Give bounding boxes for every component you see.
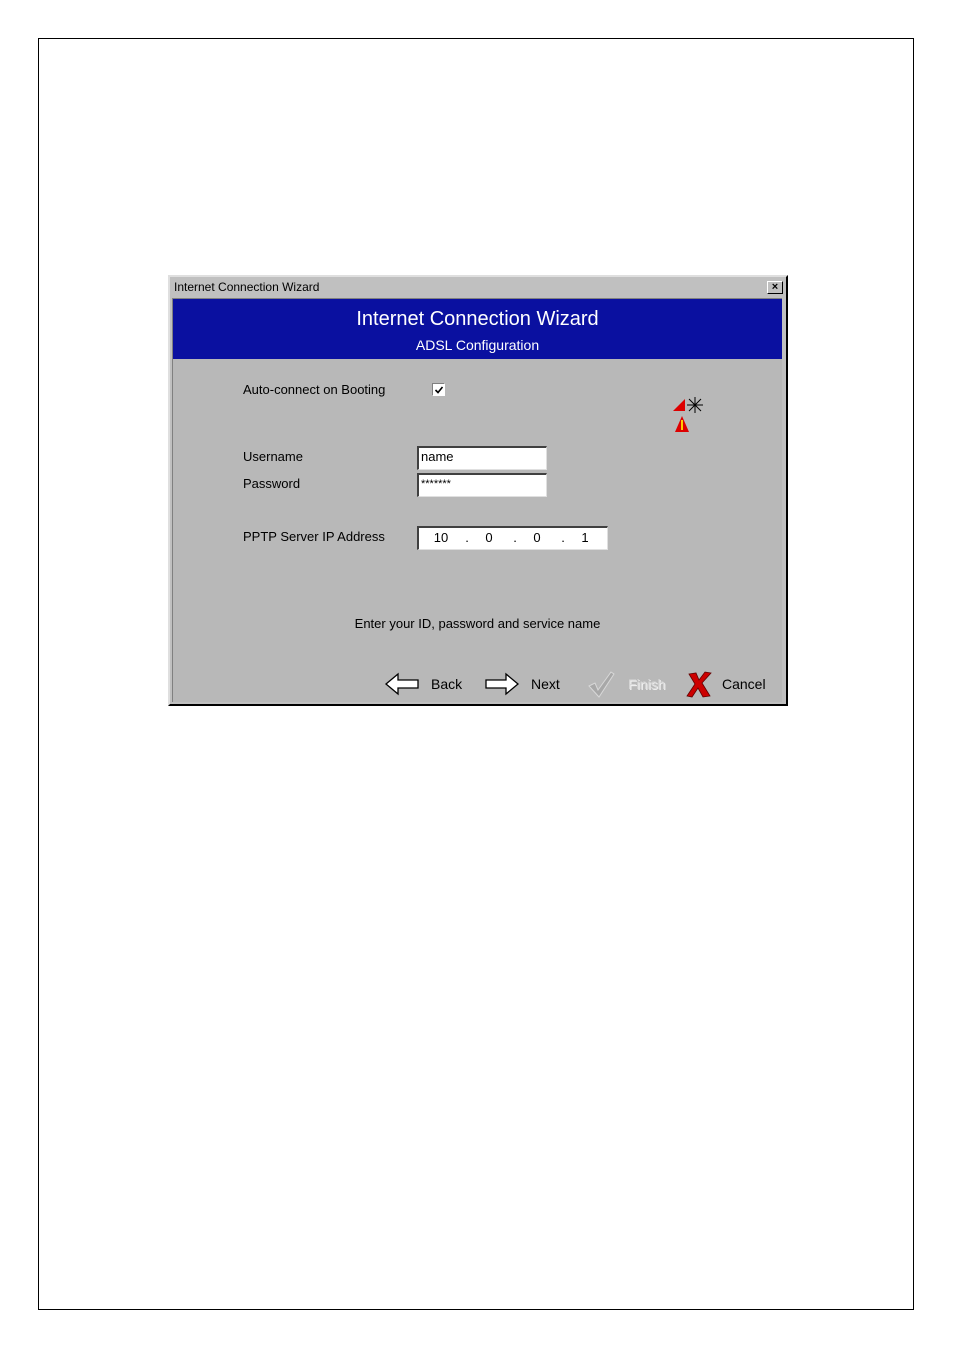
wizard-client-area [172, 298, 782, 702]
back-button[interactable] [384, 669, 468, 699]
arrow-right-icon [484, 669, 520, 699]
next-button[interactable] [484, 669, 568, 699]
wizard-banner [173, 299, 782, 359]
pptp-server-label: PPTP Server IP Address [243, 529, 385, 544]
auto-connect-checkbox[interactable] [432, 383, 445, 396]
checkmark-large-icon [586, 669, 616, 699]
arrow-left-icon [384, 669, 420, 699]
close-button[interactable] [767, 281, 783, 294]
username-input[interactable]: name [417, 446, 547, 470]
pptp-ip-input[interactable] [417, 526, 608, 550]
window-title: Internet Connection Wizard [174, 280, 320, 294]
banner-subtitle: ADSL Configuration [415, 337, 540, 353]
ip-dot-1: . [465, 530, 469, 545]
hint-text: Enter your ID, password and service name [354, 616, 601, 631]
ip-octet-3[interactable]: 0 [533, 530, 541, 545]
finish-button[interactable] [586, 669, 670, 699]
cancel-x-icon [685, 669, 713, 699]
wizard-icon [671, 394, 709, 440]
checkmark-icon [434, 385, 444, 395]
ip-octet-1[interactable]: 10 [433, 530, 449, 545]
username-label: Username [243, 449, 303, 464]
wizard-window [168, 275, 788, 706]
ip-dot-2: . [513, 530, 517, 545]
cancel-button[interactable] [685, 669, 775, 699]
next-label: Next [531, 676, 560, 692]
ip-octet-4[interactable]: 1 [581, 530, 589, 545]
auto-connect-label: Auto-connect on Booting [243, 382, 386, 397]
password-label: Password [243, 476, 301, 491]
banner-title: Internet Connection Wizard [356, 308, 599, 330]
title-bar[interactable] [172, 279, 784, 296]
close-icon: × [771, 281, 779, 293]
password-input[interactable]: ******* [417, 473, 547, 497]
ip-dot-3: . [561, 530, 565, 545]
cancel-label: Cancel [722, 676, 766, 692]
ip-octet-2[interactable]: 0 [485, 530, 493, 545]
back-label: Back [431, 676, 463, 692]
finish-label: Finish [628, 676, 666, 692]
